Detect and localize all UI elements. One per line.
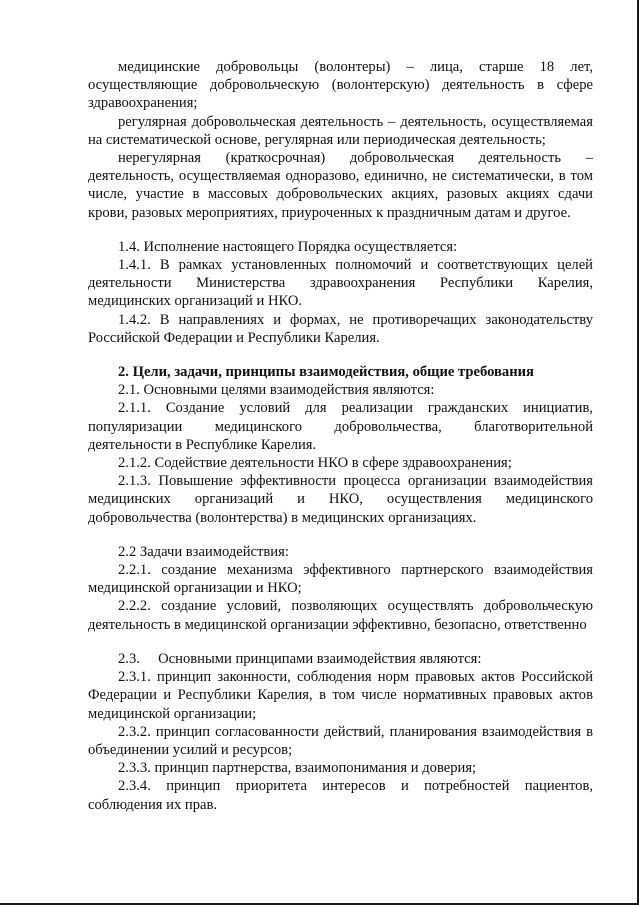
clause-2-3-4: 2.3.4. принцип приоритета интересов и потребностей пациентов, соблюдения их прав. — [88, 778, 593, 813]
clause-2-3: 2.3. Основными принципами взаимодействия являются: — [118, 650, 482, 667]
section-2-heading: 2. Цели, задачи, принципы взаимодействия, общие требования — [118, 364, 534, 381]
clause-1-4-1: 1.4.1. В рамках установленных полномочий и соответствующих целей деятельности Министерства здравоохранения Республики Карелия, медицинских организаций и НКО. — [88, 257, 593, 310]
clause-2-1-1: 2.1.1. Создание условий для реализации гражданских инициатив, популяризации медицинского добровольчества, благотворительной деятельности в Республике Карелия. — [88, 400, 593, 453]
definition-regular-activity: регулярная добровольческая деятельность – деятельность, осуществляемая на систематической основе, регулярная или периодическая деятельность; — [88, 113, 593, 148]
clause-2-2-1: 2.2.1. создание механизма эффективного партнерского взаимодействия медицинской организации и НКО; — [88, 562, 593, 597]
clause-2-3-2: 2.3.2. принцип согласованности действий, планирования взаимодействия в объединении усилий и ресурсов; — [88, 723, 593, 758]
clause-2-1-3: 2.1.3. Повышение эффективности процесса организации взаимодействия медицинских организаций и НКО, осуществления медицинского добровольчества (волонтерства) в медицинских организациях. — [88, 473, 593, 526]
clause-2-2: 2.2 Задачи взаимодействия: — [118, 543, 289, 560]
clause-1-4-2: 1.4.2. В направлениях и формах, не противоречащих законодательству Российской Федерации и Республики Карелия. — [88, 311, 593, 346]
clause-2-3-3: 2.3.3. принцип партнерства, взаимопонимания и доверия; — [118, 760, 477, 777]
clause-2-1-2: 2.1.2. Содействие деятельности НКО в сфере здравоохранения; — [118, 455, 512, 472]
clause-2-3-1: 2.3.1. принцип законности, соблюдения норм правовых актов Российской Федерации и Республики Карелия, в том числе нормативных правовых актов медицинской организации; — [88, 669, 593, 722]
clause-2-2-2: 2.2.2. создание условий, позволяющих осуществлять добровольческую деятельность в медицинской организации эффективно, безопасно, ответственно — [88, 598, 593, 633]
clause-1-4: 1.4. Исполнение настоящего Порядка осуществляется: — [118, 238, 458, 255]
definition-irregular-activity: нерегулярная (краткосрочная) добровольческая деятельность – деятельность, осуществляемая одноразово, единично, не систематически, в том числе, участие в массовых добровольческих акциях, разовых акциях сдачи крови, разовых мероприятиях, приуроченных к праздничным датам и другое. — [88, 150, 593, 221]
clause-2-1: 2.1. Основными целями взаимодействия являются: — [118, 382, 435, 399]
document-page — [88, 58, 593, 814]
definition-medical-volunteers: медицинские добровольцы (волонтеры) – лица, старше 18 лет, осуществляющие добровольческую (волонтерскую) деятельность в сфере здравоохранения; — [88, 59, 593, 112]
